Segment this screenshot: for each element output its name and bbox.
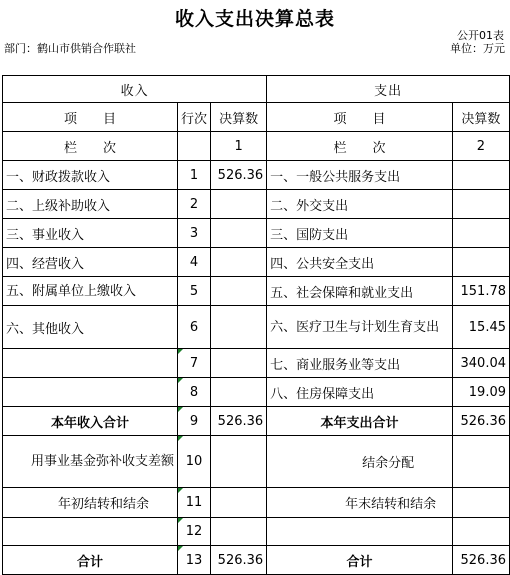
income-item: 一、财政拨款收入	[3, 161, 178, 190]
expense-item: 一、一般公共服务支出	[267, 161, 453, 190]
expense-amount	[452, 161, 509, 190]
income-amount	[211, 277, 267, 306]
income-item: 二、上级补助收入	[3, 190, 178, 219]
line-number: 5	[178, 277, 211, 306]
expense-item	[267, 518, 453, 546]
expense-amount	[452, 518, 509, 546]
income-amount: 526.36	[211, 161, 267, 190]
expense-amount	[452, 219, 509, 248]
line-number: 10	[178, 436, 211, 488]
income-item: 四、经营收入	[3, 248, 178, 277]
year-expense-total-label: 本年支出合计	[267, 407, 453, 436]
expense-item-header: 项 目	[267, 103, 453, 132]
expense-item: 七、商业服务业等支出	[267, 349, 453, 378]
column-number-line-cell	[178, 132, 211, 161]
column-number-1: 1	[211, 132, 267, 161]
income-amount	[211, 436, 267, 488]
grand-total-expense-amount: 526.36	[452, 546, 509, 575]
expense-item: 六、医疗卫生与计划生育支出	[267, 306, 453, 349]
income-amount-header: 决算数	[211, 103, 267, 132]
expense-item: 结余分配	[267, 436, 453, 488]
column-number-2: 2	[452, 132, 509, 161]
income-section-header: 收入	[3, 76, 267, 103]
income-item: 五、附属单位上缴收入	[3, 277, 178, 306]
column-number-label: 栏 次	[3, 132, 178, 161]
unit-label: 单位：万元	[450, 42, 505, 55]
income-item: 六、其他收入	[3, 306, 178, 349]
income-amount	[211, 248, 267, 277]
line-number: 8	[178, 378, 211, 407]
income-item	[3, 378, 178, 407]
expense-amount: 19.09	[452, 378, 509, 407]
income-amount	[211, 190, 267, 219]
income-amount	[211, 488, 267, 518]
income-item: 用事业基金弥补收支差额	[3, 436, 178, 488]
income-amount	[211, 219, 267, 248]
expense-item: 二、外交支出	[267, 190, 453, 219]
report-title: 收入支出决算总表	[174, 8, 335, 30]
income-item-header: 项 目	[3, 103, 178, 132]
line-number: 3	[178, 219, 211, 248]
grand-total-income-label: 合计	[3, 546, 178, 575]
expense-amount	[452, 190, 509, 219]
grand-total-income-amount: 526.36	[211, 546, 267, 575]
line-number-header: 行次	[178, 103, 211, 132]
line-number: 11	[178, 488, 211, 518]
income-item: 年初结转和结余	[3, 488, 178, 518]
year-income-total-amount: 526.36	[211, 407, 267, 436]
expense-amount: 151.78	[452, 277, 509, 306]
year-income-total-label: 本年收入合计	[3, 407, 178, 436]
expense-item: 年末结转和结余	[267, 488, 453, 518]
income-item	[3, 518, 178, 546]
year-expense-total-amount: 526.36	[452, 407, 509, 436]
line-number: 9	[178, 407, 211, 436]
income-amount	[211, 518, 267, 546]
income-amount	[211, 306, 267, 349]
form-number: 公开01表	[457, 29, 504, 42]
column-number-label-2: 栏 次	[267, 132, 453, 161]
grand-total-expense-label: 合计	[267, 546, 453, 575]
expense-amount: 15.45	[452, 306, 509, 349]
line-number: 2	[178, 190, 211, 219]
expense-item: 五、社会保障和就业支出	[267, 277, 453, 306]
expense-section-header: 支出	[267, 76, 510, 103]
expense-amount	[452, 248, 509, 277]
expense-amount: 340.04	[452, 349, 509, 378]
line-number: 4	[178, 248, 211, 277]
expense-amount	[452, 436, 509, 488]
income-amount	[211, 349, 267, 378]
line-number: 1	[178, 161, 211, 190]
income-item	[3, 349, 178, 378]
line-number: 6	[178, 306, 211, 349]
expense-item: 八、住房保障支出	[267, 378, 453, 407]
income-expense-table	[2, 75, 510, 575]
department-label: 部门：鹤山市供销合作联社	[4, 42, 136, 55]
line-number: 12	[178, 518, 211, 546]
expense-item: 三、国防支出	[267, 219, 453, 248]
line-number: 13	[178, 546, 211, 575]
expense-item: 四、公共安全支出	[267, 248, 453, 277]
expense-amount	[452, 488, 509, 518]
income-amount	[211, 378, 267, 407]
expense-amount-header: 决算数	[452, 103, 509, 132]
line-number: 7	[178, 349, 211, 378]
income-item: 三、事业收入	[3, 219, 178, 248]
